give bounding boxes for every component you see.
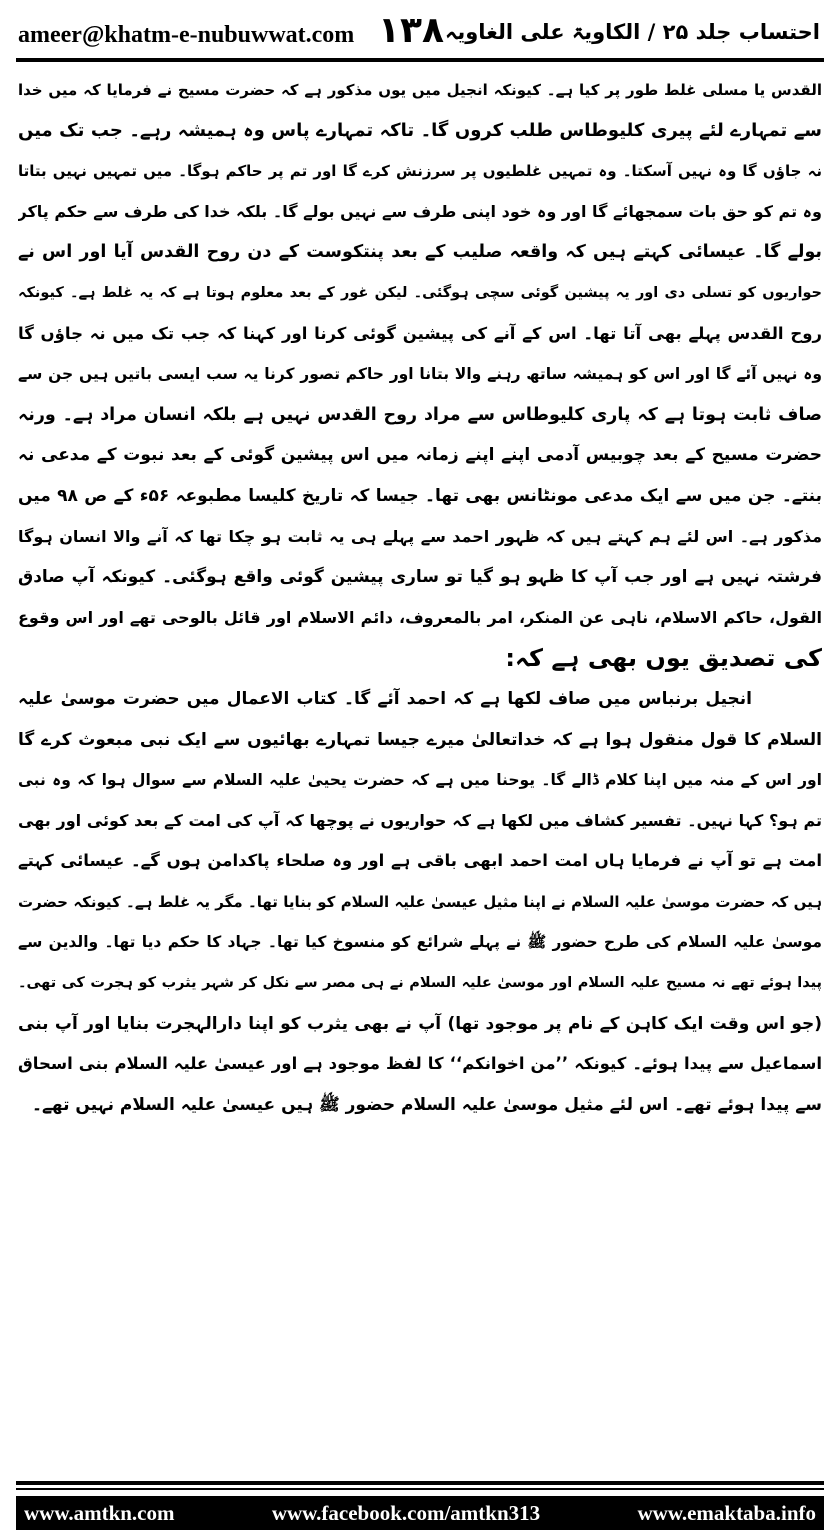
text-line: سے پیدا ہوئے تھے۔ اس لئے مثیل موسیٰ علیہ السلام حضور ﷺ ہیں عیسیٰ علیہ السلام نہیں تھے۔ [31,1094,822,1115]
footer-link-amtkn[interactable]: www.amtkn.com [24,1500,175,1525]
text-line: بنتے۔ جن میں سے ایک مدعی مونٹانس بھی تھا۔ جیسا کہ تاریخ کلیسا مطبوعہ ۵۶ء کے ص ۹۸ میں [18,485,822,506]
text-line: اور اس کے منہ میں اپنا کلام ڈالے گا۔ یوحنا میں ہے کہ حضرت یحییٰ علیہ السلام سے سوال ہوا کہ وہ نبی [18,771,822,790]
body-text [18,70,822,1125]
footer-link-facebook[interactable]: www.facebook.com/amtkn313 [271,1500,541,1525]
text-line: امت ہے تو آپ نے فرمایا ہاں امت احمد ابھی باقی ہے اور وہ صلحاء پاکدامن ہوں گے۔ عیسائی کہتے [18,851,822,871]
text-line: وہ تم کو حق بات سمجھائے گا اور وہ خود اپنی طرف سے نہیں بولے گا۔ بلکہ خدا کی طرف سے حکم پاکر [18,201,822,221]
header-email: ameer@khatm-e-nubuwwat.com [18,22,355,48]
text-line: (جو اس وقت ایک کاہن کے نام پر موجود تھا) آپ نے بھی یثرب کو اپنا دارالہجرت بنایا اور آپ بنی [18,1013,822,1034]
text-line: اسماعیل سے پیدا ہوئے۔ کیونکہ ’’من اخوانکم‘‘ کا لفظ موجود ہے اور عیسیٰ علیہ السلام بنی اسحاق [18,1054,822,1074]
text-line: حضرت مسیح کے بعد چوبیس آدمی اپنے اپنے زمانہ میں اس پیشین گوئی کے بعد نبوت کے مدعی نہ [18,445,822,466]
text-line: موسیٰ علیہ السلام کی طرح حضور ﷺ نے پہلے شرائع کو منسوخ کیا تھا۔ جہاد کا حکم دیا تھا۔ والدین سے [18,933,822,952]
text-line: فرشتہ نہیں ہے اور جب آپ کا ظہو ہو گیا تو ساری پیشین گوئی واقع ہوگئی۔ کیونکہ آپ صادق [18,567,822,588]
text-line: السلام کا قول منقول ہوا ہے کہ خداتعالیٰ میرے جیسا تمہارے بھائیوں سے ایک نبی مبعوث کرے گا [18,729,822,750]
text-line: پیدا ہوئے تھے نہ مسیح علیہ السلام اور موسیٰ علیہ السلام نے ہی مصر سے نکل کر شہر یثرب کو ہجرت کی تھی۔ [18,975,822,992]
text-line: القول، حاکم الاسلام، ناہی عن المنکر، امر بالمعروف، دائم الاسلام اور قائل بالوحی تھے اور اس وقوع [18,607,822,627]
footer-rule-thin [16,1488,824,1490]
text-line: حواریوں کو تسلی دی اور یہ پیشین گوئی سچی ہوگئی۔ لیکن غور کے بعد معلوم ہوتا ہے کہ یہ غلط ہے۔ کیونکہ [18,284,822,301]
text-line: بولے گا۔ عیسائی کہتے ہیں کہ واقعہ صلیب کے بعد پنتکوست کے دن روح القدس آیا اور اس نے [18,242,822,263]
page-number: ۱۳۸ [378,10,444,51]
text-line: مذکور ہے۔ اس لئے ہم کہتے ہیں کہ ظہور احمد سے پہلے ہی یہ ثابت ہو چکا تھا کہ آنے والا انسان ہوگا [18,526,822,546]
text-line: القدس یا مسلی غلط طور پر کیا ہے۔ کیونکہ انجیل میں یوں مذکور ہے کہ حضرت مسیح نے فرمایا کہ میں خدا [18,81,822,99]
text-line: کی تصدیق یوں بھی ہے کہ: [505,644,822,673]
text-line: تم ہو؟ کہا نہیں۔ تفسیر کشاف میں لکھا ہے کہ حواریوں نے پوچھا کہ آپ کی امت کے بعد کوئی اور بھی [18,810,822,830]
running-title: احتساب جلد ۲۵ / الکاویۃ علی الغاویہ [445,20,820,44]
text-line: ہیں کہ حضرت موسیٰ علیہ السلام نے اپنا مثیل عیسیٰ علیہ السلام کو بنایا تھا۔ مگر یہ غلط ہے۔ کیونکہ حضرت [18,892,822,911]
text-line: انجیل برنباس میں صاف لکھا ہے کہ احمد آئے گا۔ کتاب الاعمال میں حضرت موسیٰ علیہ [18,688,752,709]
text-line: نہ جاؤں گا وہ نہیں آسکتا۔ وہ تمہیں غلطیوں پر سرزنش کرے گا اور تم پر حاکم ہوگا۔ میں تمہیں نہیں بتاتا [18,162,822,181]
text-line: روح القدس پہلے بھی آتا تھا۔ اس کے آنے کی پیشین گوئی کرنا اور کہنا کہ جب تک میں نہ جاؤں گا [18,323,822,343]
text-line: وہ نہیں آئے گا اور اس کو ہمیشہ ساتھ رہنے والا بتانا اور حاکم تصور کرنا یہ سب ایسی باتیں ہیں جن سے [18,365,822,384]
page-header [0,0,840,60]
text-line: صاف ثابت ہوتا ہے کہ پاری کلیوطاس سے مراد روح القدس نہیں ہے بلکہ انسان مراد ہے۔ ورنہ [18,404,822,425]
header-rule [16,58,824,62]
text-line: سے تمہارے لئے پیری کلیوطاس طلب کروں گا۔ تاکہ تمہارے پاس وہ ہمیشہ رہے۔ جب تک میں [18,119,822,141]
footer-rule [16,1481,824,1485]
footer-link-emaktaba[interactable]: www.emaktaba.info [637,1500,816,1525]
footer-bar [16,1496,824,1530]
